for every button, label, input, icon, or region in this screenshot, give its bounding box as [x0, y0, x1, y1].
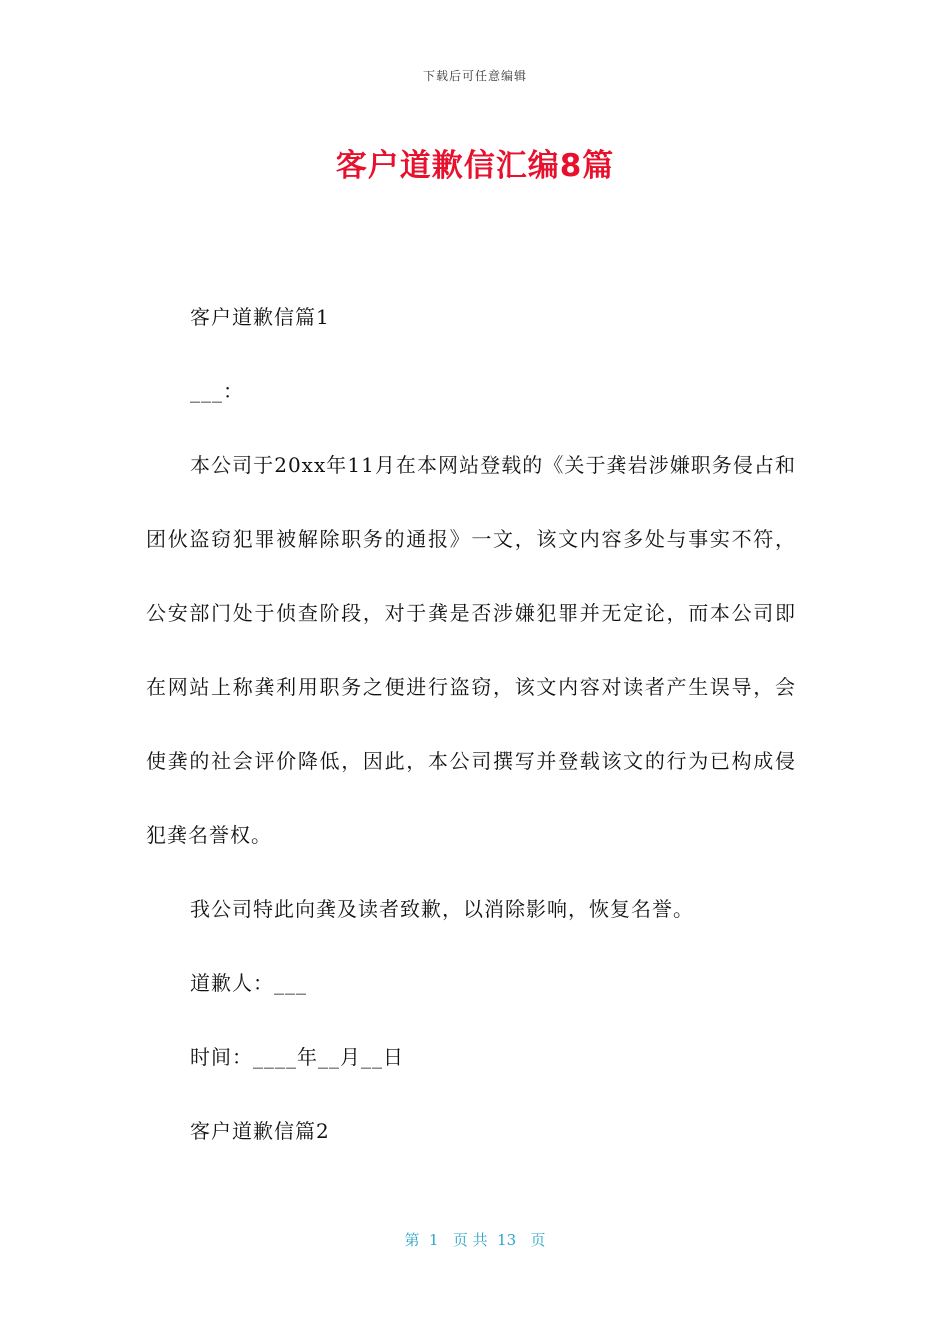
- section-heading-1: 客户道歉信篇1: [190, 305, 330, 329]
- page-number-footer: 第 1 页 共 13 页: [404, 1231, 546, 1249]
- body-paragraph: 本公司于20xx年11月在本网站登载的《关于龚岩涉嫌职务侵占和团伙盗窃犯罪被解除职务的通报》一文，该文内容多处与事实不符，公安部门处于侦查阶段，对于龚是否涉嫌犯罪并无定论，而本公司即在网站上称龚利用职务之便进行盗窃，该文内容对读者产生误导，会使龚的社会评价降低，因此，本公司撰写并登载该文的行为已构成侵犯龚名誉权。: [146, 453, 796, 847]
- apology-statement: 我公司特此向龚及读者致歉，以消除影响，恢复名誉。: [190, 897, 694, 921]
- signatory-line: 道歉人：___: [190, 971, 307, 995]
- salutation: ___：: [190, 379, 244, 403]
- date-line: 时间：____年__月__日: [190, 1045, 404, 1069]
- document-title: 客户道歉信汇编8篇: [335, 148, 615, 184]
- document-body: [146, 280, 796, 1168]
- section-heading-2: 客户道歉信篇2: [190, 1119, 330, 1143]
- header-note: 下载后可任意编辑: [422, 69, 527, 83]
